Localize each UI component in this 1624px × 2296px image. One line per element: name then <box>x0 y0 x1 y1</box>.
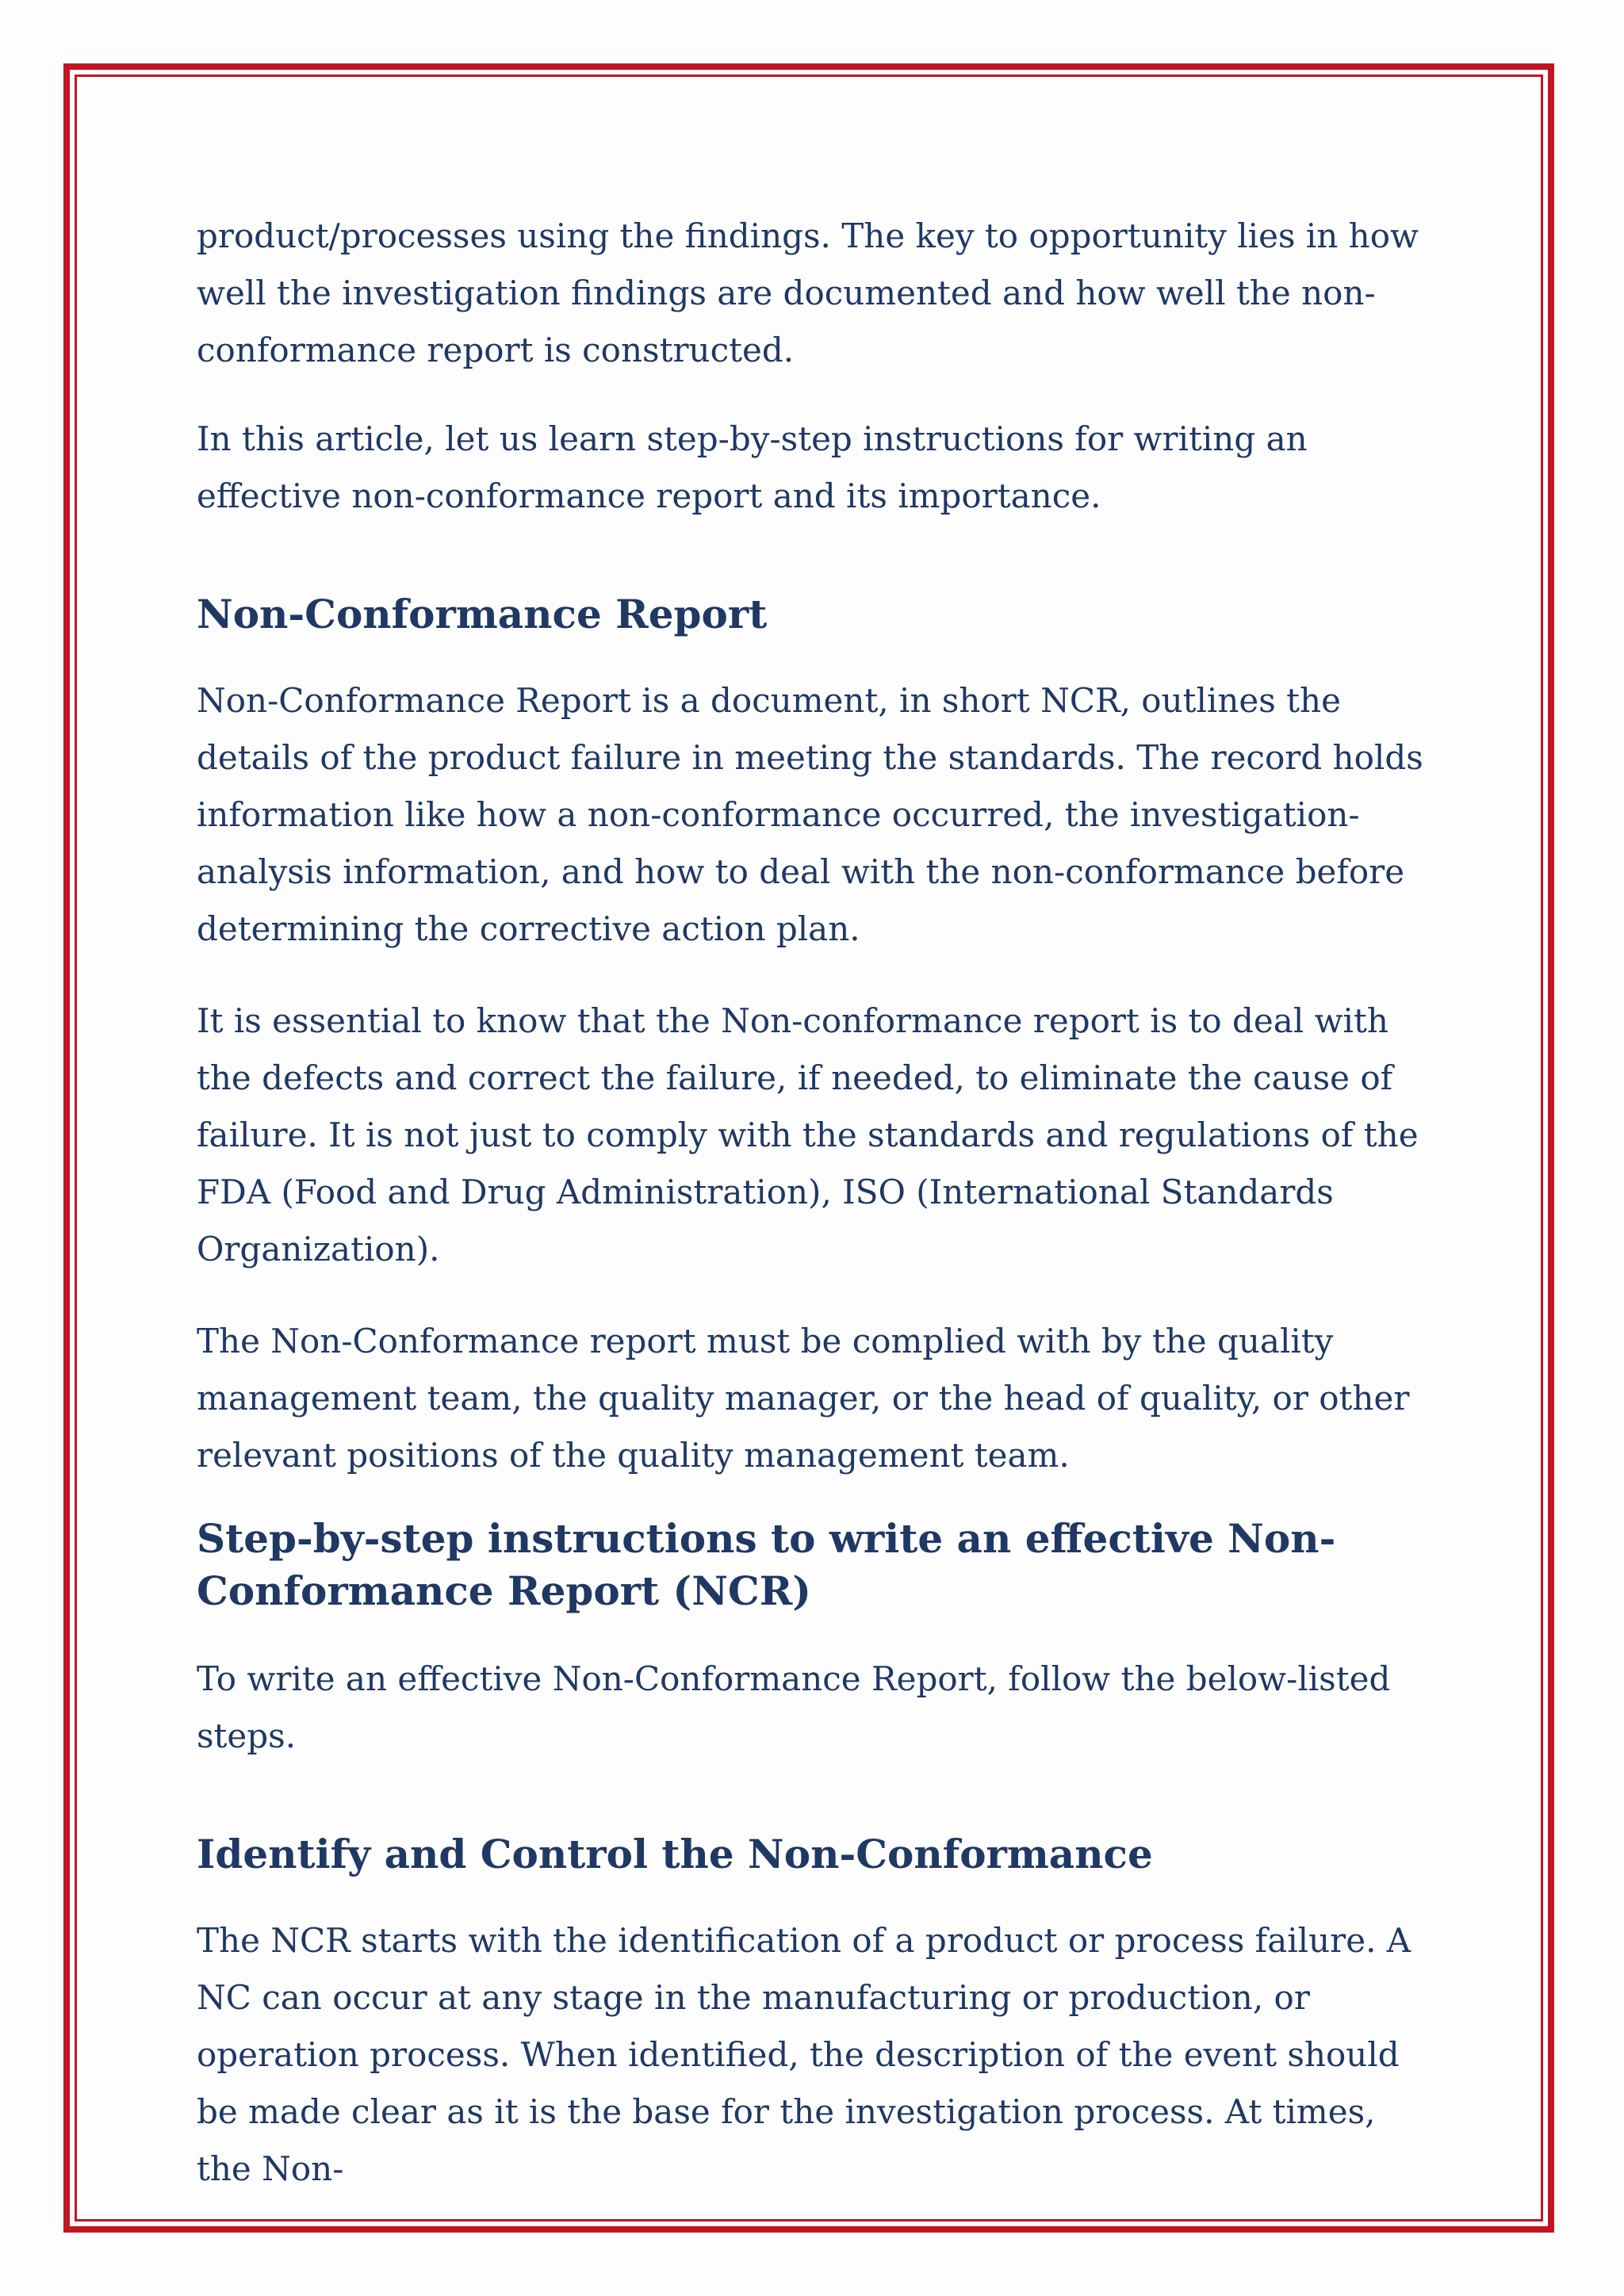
heading-step-by-step: Step-by-step instructions to write an effective Non-Conformance Report (NCR) <box>197 1515 1336 1614</box>
paragraph-ncr-purpose: It is essential to know that the Non-conformance report is to deal with the defects and correct the failure, if needed, to eliminate the cause of failure. It is not just to comply with the standards and regulations of the FDA (Food and Drug Administration), ISO (International Standards Organization). <box>197 1001 1419 1269</box>
paragraph-ncr-compliance: The Non-Conformance report must be complied with by the quality management team, the quality manager, or the head of quality, or other relevant positions of the quality management team. <box>197 1322 1410 1475</box>
heading-non-conformance-report: Non-Conformance Report <box>197 591 768 637</box>
paragraph-identify-control: The NCR starts with the identification of a product or process failure. A NC can occur at any stage in the manufacturing or production, or operation process. When identified, the description of the event should be made clear as it is the base for the investigation process. At times, the Non- <box>197 1921 1411 2188</box>
paragraph-intro-continued: product/processes using the findings. The key to opportunity lies in how well the investigation findings are documented and how well the non-conformance report is constructed. <box>197 216 1419 369</box>
paragraph-ncr-definition: Non-Conformance Report is a document, in short NCR, outlines the details of the product failure in meeting the standards. The record holds information like how a non-conformance occurred, the investigation-analysis information, and how to deal with the non-conformance before determining the corrective action plan. <box>197 681 1423 948</box>
heading-identify-control: Identify and Control the Non-Conformance <box>197 1831 1153 1877</box>
paragraph-steps-intro: To write an effective Non-Conformance Report, follow the below-listed steps. <box>197 1659 1391 1755</box>
paragraph-article-intro: In this article, let us learn step-by-step instructions for writing an effective non-conformance report and its importance. <box>197 419 1308 515</box>
document-body <box>197 208 1434 2198</box>
